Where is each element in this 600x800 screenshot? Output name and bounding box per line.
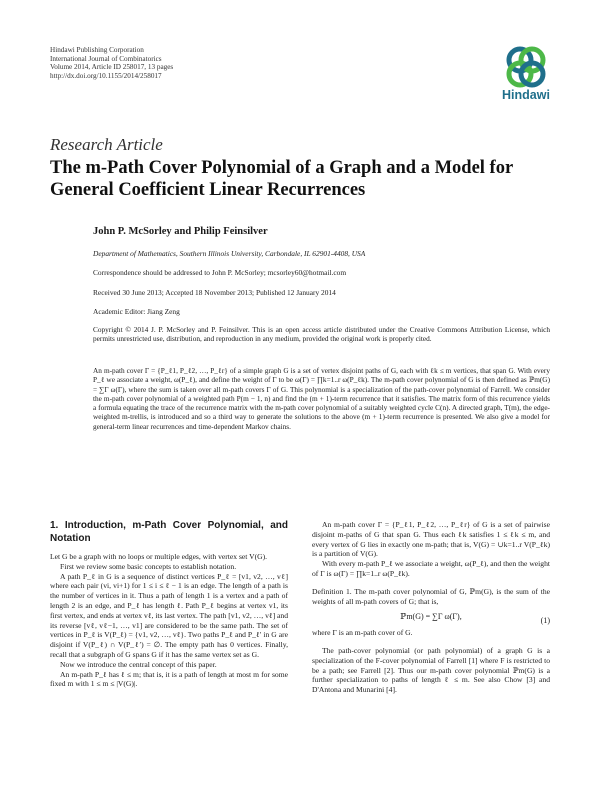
- correspondence: Correspondence should be addressed to John P. McSorley; mcsorley60@hotmail.com: [93, 268, 347, 277]
- definition: Definition 1. The m-path cover polynomial of G, ℙm(G), is the sum of the weights of all m-path covers of G; that is,: [312, 586, 550, 606]
- article-type: Research Article: [50, 135, 163, 154]
- equation-body: ℙm(G) = ∑Γ ω(Γ),: [400, 612, 462, 622]
- journal-name: International Journal of Combinatorics: [50, 54, 162, 63]
- authors: John P. McSorley and Philip Feinsilver: [93, 226, 268, 237]
- volume-info: Volume 2014, Article ID 258017, 13 pages: [50, 63, 174, 72]
- paragraph: The path-cover polynomial (or path polynomial) of a graph G is a specialization of the F-cover polynomial of Farrell [1] where F is restricted to be a path; see Farrell [2]. Thus our m-path cover polynomial ℙm(G) is a further specialization to paths of length ℓ ≤ m. See also Chow [3] and D'Antona and Munarini [4].: [312, 645, 550, 695]
- page-title: The m-Path Cover Polynomial of a Graph and a Model for General Coefficient Linear Recurrences: [50, 158, 513, 200]
- paragraph: An m-path P_ℓ has ℓ ≤ m; that is, it is a path of length at most m for some fixed m with 1 ≤ m ≤ |V(G)|.: [50, 669, 288, 689]
- affiliation: Department of Mathematics, Southern Illinois University, Carbondale, IL 62901-4408, USA: [93, 249, 366, 258]
- equation: [312, 612, 550, 626]
- paragraph: An m-path cover Γ = {P_ℓ1, P_ℓ2, …, P_ℓr} of G is a set of pairwise disjoint m-paths of G that span G. Thus each ℓk satisfies 1 ≤ ℓk ≤ m, and every vertex of G lies in exactly one m-path; that is, V(G) = ∪k=1..r V(P_ℓk) is a partition of V(G).: [312, 520, 550, 559]
- right-column: [312, 520, 550, 695]
- abstract: An m-path cover Γ = {P_ℓ1, P_ℓ2, …, P_ℓr} of a simple graph G is a set of vertex disjoint paths of G, each with ℓk ≤ m vertices, that span G. With every P_ℓ we associate a weight, ω(P_ℓ), and define the weight of Γ to be ω(Γ) = ∏k=1..r ω(P_ℓk). The m-path cover polynomial of G is then defined as ℙm(G) = ∑Γ ω(Γ), where the sum is taken over all m-path covers Γ of G. This polynomial is a specialization of the path-cover polynomial of Farrell. We consider the m-path cover polynomial of a weighted path P(m − 1, n) and find the (m + 1)-term recurrence that it satisfies. The matrix form of this recurrence yields a formula equating the trace of the recurrence matrix with the m-path cover polynomial of a suitably weighted cycle C(n). A directed graph, T(m), the edge-weighted m-trellis, is introduced and so a third way to generate the solutions to the above (m + 1)-term recurrence is presented. We also give a model for general-term linear recurrences and time-dependent Markov chains.: [93, 366, 550, 431]
- article-dates: Received 30 June 2013; Accepted 18 November 2013; Published 12 January 2014: [93, 288, 336, 297]
- copyright-notice: Copyright © 2014 J. P. McSorley and P. Feinsilver. This is an open access article distributed under the Creative Commons Attribution License, which permits unrestricted use, distribution, and reproduction in any medium, provided the original work is properly cited.: [93, 325, 550, 344]
- paragraph: Now we introduce the central concept of this paper.: [60, 659, 217, 669]
- hindawi-logo-text: Hindawi: [502, 88, 550, 102]
- publisher-name: Hindawi Publishing Corporation: [50, 46, 144, 54]
- paragraph: A path P_ℓ in G is a sequence of distinct vertices P_ℓ = [v1, v2, …, vℓ] where each pair (vi, vi+1) for 1 ≤ i ≤ ℓ − 1 is an edge. The length of a path is the number of vertices in it. Thus a path of length 1 is a vertex and a path of length 2 is an edge, and P_ℓ has length ℓ. Path P_ℓ begins at vertex v1, its first vertex, and ends at vertex vℓ, its last vertex. The path [v1, v2, …, vℓ] and its reverse [vℓ, vℓ−1, …, v1] are considered to be the same path. The set of vertices in P_ℓ is V(P_ℓ) = {v1, v2, …, vℓ}. Two paths P_ℓ and P_ℓ′ in G are disjoint if V(P_ℓ) ∩ V(P_ℓ′) = ∅. The empty path has 0 vertices. Finally, recall that a subgraph of G spans G if it has the same vertex set as G.: [50, 571, 288, 659]
- journal-header: [50, 46, 173, 80]
- paragraph: First we review some basic concepts to establish notation.: [60, 561, 237, 571]
- paragraph: With every m-path P_ℓ we associate a weight, ω(P_ℓ), and then the weight of Γ is ω(Γ) = ∏k=1..r ω(P_ℓk).: [312, 559, 550, 578]
- paragraph: Let G be a graph with no loops or multiple edges, with vertex set V(G).: [50, 552, 268, 561]
- left-column: [50, 520, 288, 689]
- paragraph: where Γ is an m-path cover of G.: [312, 628, 413, 638]
- academic-editor: Academic Editor: Jiang Zeng: [93, 307, 180, 316]
- equation-number: (1): [540, 616, 550, 626]
- section-heading: 1. Introduction, m-Path Cover Polynomial, and Notation: [50, 520, 288, 544]
- doi-link[interactable]: http://dx.doi.org/10.1155/2014/258017: [50, 71, 162, 80]
